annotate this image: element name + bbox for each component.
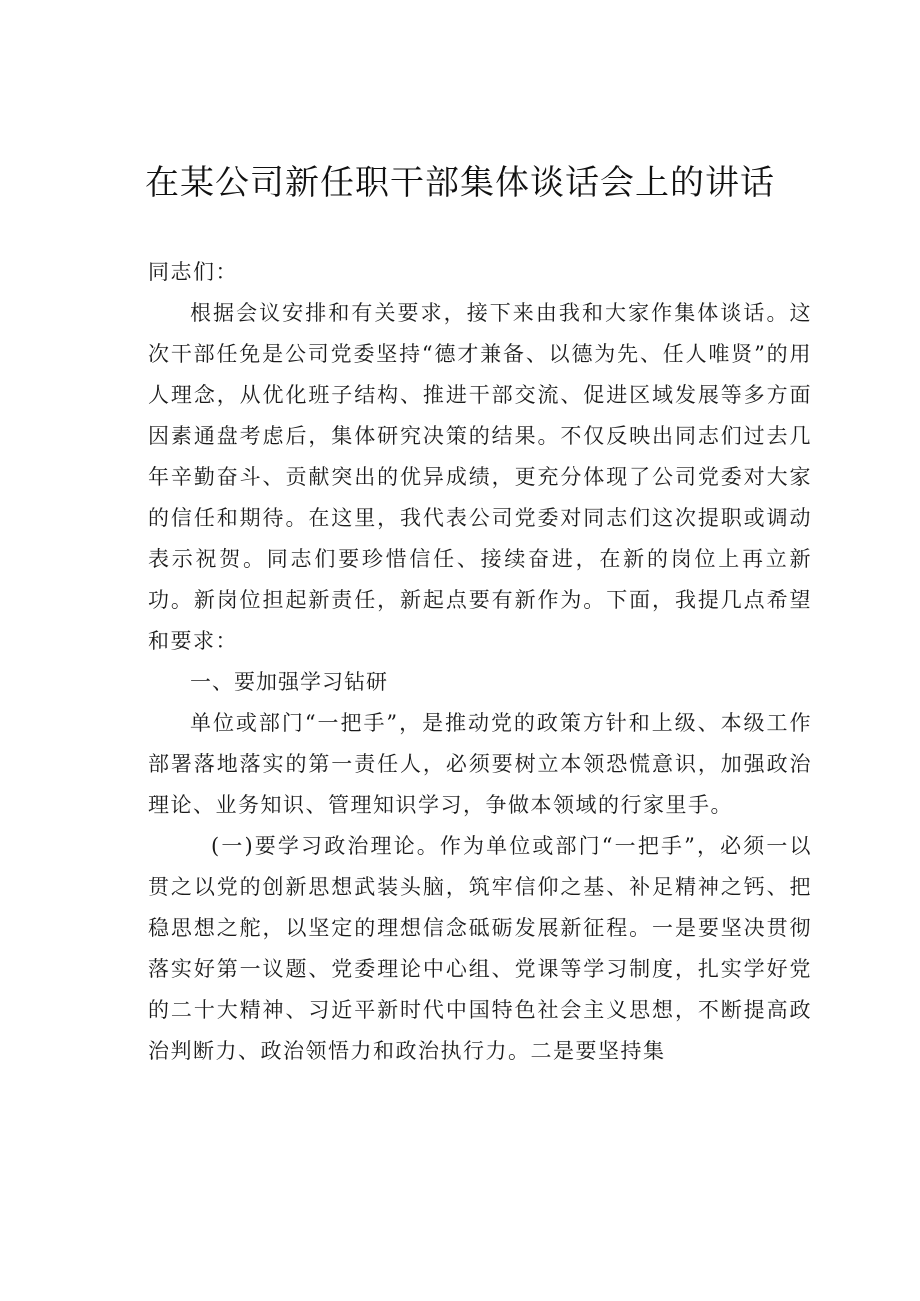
salutation: 同志们： bbox=[148, 260, 238, 284]
section-1-paragraph: 单位或部门“一把手”，是推动党的政策方针和上级、本级工作部署落地落实的第一责任人，必须要树立本领恐慌意识，加强政治理论、业务知识、管理知识学习，争做本领域的行家里手。 bbox=[148, 711, 812, 817]
document-title: 在某公司新任职干部集体谈话会上的讲话 bbox=[145, 163, 775, 203]
section-heading-1: 一、要加强学习钻研 bbox=[190, 670, 388, 694]
document-body bbox=[148, 252, 812, 1072]
section-1-subsection-1: (一)要学习政治理论。作为单位或部门“一把手”，必须一以贯之以党的创新思想武装头脑，筑牢信仰之基、补足精神之钙、把稳思想之舵，以坚定的理想信念砥砺发展新征程。一是要坚决贯彻落实好第一议题、党委理论中心组、党课等学习制度，扎实学好党的二十大精神、习近平新时代中国特色社会主义思想，不断提高政治判断力、政治领悟力和政治执行力。二是要坚持集 bbox=[148, 834, 812, 1063]
intro-paragraph: 根据会议安排和有关要求，接下来由我和大家作集体谈话。这次干部任免是公司党委坚持“德才兼备、以德为先、任人唯贤”的用人理念，从优化班子结构、推进干部交流、促进区域发展等多方面因素通盘考虑后，集体研究决策的结果。不仅反映出同志们过去几年辛勤奋斗、贡献突出的优异成绩，更充分体现了公司党委对大家的信任和期待。在这里，我代表公司党委对同志们这次提职或调动表示祝贺。同志们要珍惜信任、接续奋进，在新的岗位上再立新功。新岗位担起新责任，新起点要有新作为。下面，我提几点希望和要求： bbox=[148, 301, 812, 653]
